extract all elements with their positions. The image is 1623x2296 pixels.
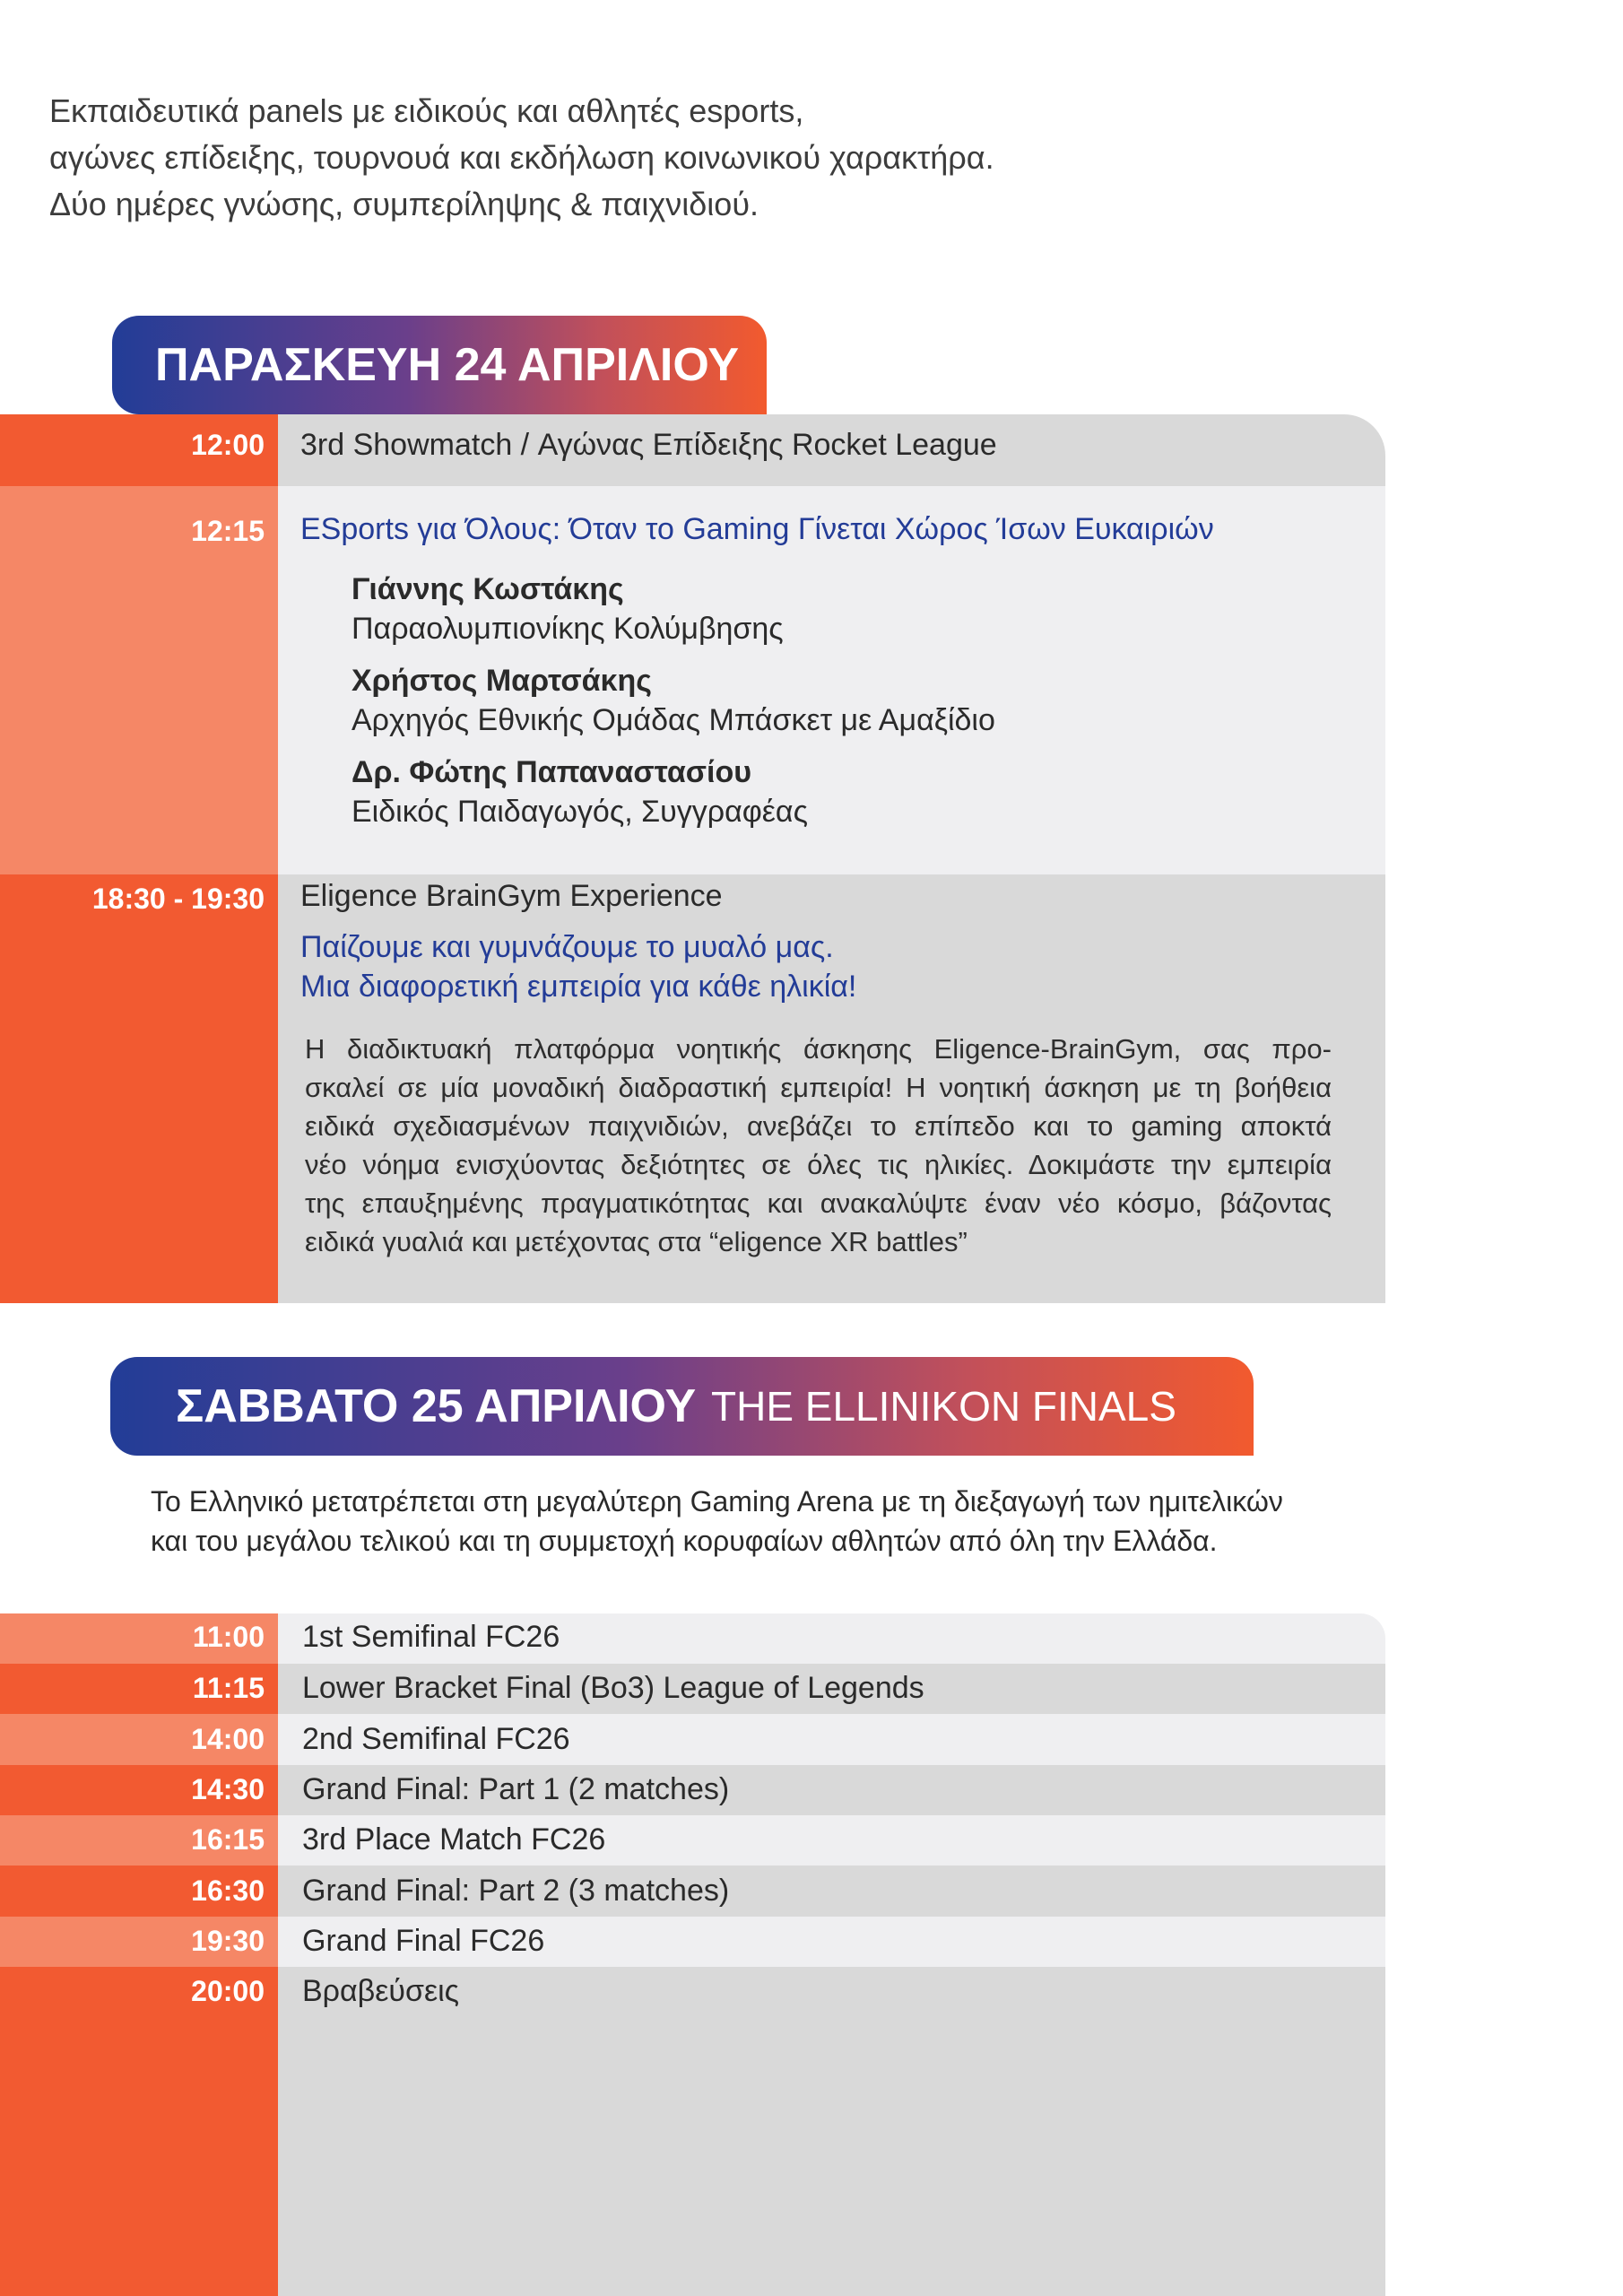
speaker-role: Παραολυμπιονίκης Κολύμβησης (352, 612, 784, 646)
friday-event2-time: 12:15 (191, 515, 265, 547)
saturday-banner (110, 1357, 1254, 1456)
friday-event3-time: 18:30 - 19:30 (91, 883, 265, 915)
friday-banner (112, 316, 767, 414)
saturday-event-title: 3rd Place Match FC26 (302, 1822, 606, 1857)
saturday-event-time: 14:00 (191, 1723, 265, 1755)
speaker-role: Αρχηγός Εθνικής Ομάδας Μπάσκετ με Αμαξίδιο (352, 703, 995, 737)
saturday-time-cell (0, 1967, 278, 2296)
description-line: ειδικά σχεδιασμένων παιχνιδιών, ανεβάζει το επίπεδο και το gaming αποκτά (305, 1110, 1332, 1142)
saturday-event-time: 14:30 (191, 1773, 265, 1805)
saturday-intro-line: και του μεγάλου τελικού και τη συμμετοχή κορυφαίων αθλητών από όλη την Ελλάδα. (151, 1525, 1218, 1557)
saturday-event-time: 11:15 (192, 1672, 265, 1704)
description-line: νέο νόημα ενισχύοντας δεξιότητες σε όλες τις ηλικίες. Δοκιμάστε την εμπειρία (305, 1149, 1332, 1180)
friday-banner-title: ΠΑΡΑΣΚΕΥΗ 24 ΑΠΡΙΛΙΟΥ (155, 339, 740, 391)
friday-event3-tagline: Μια διαφορετική εμπειρία για κάθε ηλικία! (300, 970, 857, 1004)
description-line: της επαυξημένης πραγματικότητας και ανακαλύψτε έναν νέο κόσμο, βάζοντας (305, 1187, 1332, 1219)
saturday-banner-subtitle: THE ELLINIKON FINALS (711, 1383, 1176, 1430)
saturday-event-time: 11:00 (192, 1621, 265, 1653)
speaker-name: Χρήστος Μαρτσάκης (352, 664, 652, 698)
friday-event2-title: ESports για Όλους: Όταν το Gaming Γίνεται Χώρος Ίσων Ευκαιριών (300, 512, 1214, 546)
description-line: Η διαδικτυακή πλατφόρμα νοητικής άσκησης Eligence-BrainGym, σας προ- (305, 1033, 1332, 1065)
intro-line: Δύο ημέρες γνώσης, συμπερίληψης & παιχνιδιού. (49, 186, 759, 222)
speaker-name: Γιάννης Κωστάκης (352, 572, 624, 606)
saturday-event-time: 19:30 (191, 1925, 265, 1957)
saturday-event-time: 16:30 (191, 1874, 265, 1907)
intro-text (49, 88, 1394, 228)
saturday-event-title: Lower Bracket Final (Bo3) League of Legends (302, 1671, 924, 1705)
description-line: ειδικά γυαλιά και μετέχοντας στα “eligence XR battles” (305, 1226, 968, 1257)
saturday-event-time: 20:00 (191, 1975, 265, 2007)
friday-event1-title: 3rd Showmatch / Αγώνας Επίδειξης Rocket League (300, 428, 997, 462)
saturday-event-title: Grand Final: Part 2 (3 matches) (302, 1874, 730, 1908)
saturday-event-time: 16:15 (191, 1823, 265, 1856)
intro-line: Εκπαιδευτικά panels με ειδικούς και αθλητές esports, (49, 92, 804, 129)
saturday-event-title: Βραβεύσεις (302, 1974, 460, 2008)
speaker-name: Δρ. Φώτης Παπαναστασίου (352, 755, 752, 789)
saturday-intro-line: Το Ελληνικό μετατρέπεται στη μεγαλύτερη Gaming Arena με τη διεξαγωγή των ημιτελικών (151, 1485, 1283, 1518)
saturday-event-title: 1st Semifinal FC26 (302, 1620, 560, 1654)
saturday-event-title: Grand Final FC26 (302, 1924, 545, 1958)
friday-event3-title: Eligence BrainGym Experience (300, 879, 723, 913)
friday-event3-time-cell (0, 874, 278, 1303)
saturday-event-title: 2nd Semifinal FC26 (302, 1722, 570, 1756)
friday-event3-description (305, 1030, 1332, 1261)
friday-event1-time: 12:00 (191, 429, 265, 461)
saturday-banner-title: ΣΑΒΒΑΤΟ 25 ΑΠΡΙΛΙΟΥ (176, 1380, 697, 1432)
description-line: σκαλεί σε μία μοναδική διαδραστική εμπειρία! Η νοητική άσκηση με τη βοήθεια (305, 1072, 1332, 1103)
saturday-event-title: Grand Final: Part 1 (2 matches) (302, 1772, 730, 1806)
intro-line: αγώνες επίδειξης, τουρνουά και εκδήλωση κοινωνικού χαρακτήρα. (49, 139, 994, 176)
friday-event3-tagline: Παίζουμε και γυμνάζουμε το μυαλό μας. (300, 930, 834, 964)
saturday-content-cell (278, 1967, 1385, 2296)
speaker-role: Ειδικός Παιδαγωγός, Συγγραφέας (352, 795, 808, 829)
